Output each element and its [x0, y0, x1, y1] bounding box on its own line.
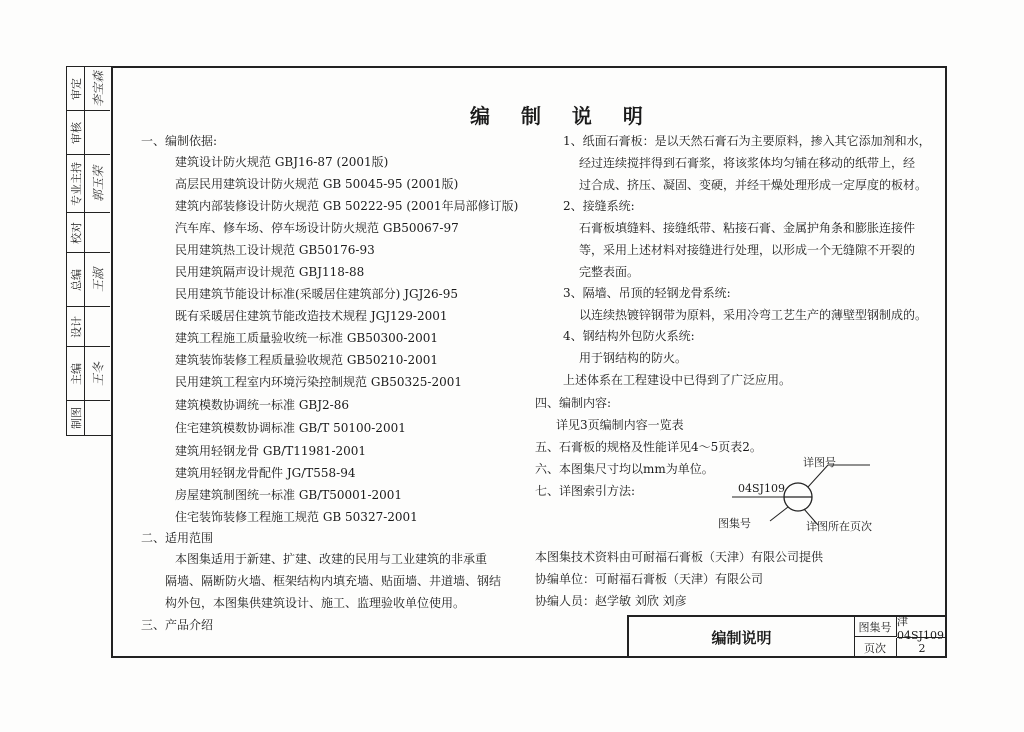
reference-item: 民用建筑热工设计规范 GB50176-93	[175, 243, 375, 257]
paragraph-line: 以连续热镀锌钢带为原料，采用冷弯工艺生产的薄壁型钢制成的。	[579, 308, 928, 322]
paragraph-line: 1、纸面石膏板：是以天然石膏石为主要原料，掺入其它添加剂和水，	[563, 134, 931, 148]
side-row	[67, 253, 110, 307]
side-role: 主编	[69, 362, 83, 385]
paragraph-line: 完整表面。	[579, 265, 640, 279]
side-row	[67, 213, 110, 253]
reference-item: 住宅装饰装修工程施工规范 GB 50327-2001	[175, 510, 418, 524]
side-signature: 王淑	[91, 267, 105, 292]
section-heading: 四、编制内容:	[535, 396, 612, 410]
section-heading: 一、编制依据:	[141, 134, 218, 148]
side-role: 校对	[69, 221, 83, 244]
side-role: 总编	[69, 268, 83, 291]
side-signature: 李宝森	[91, 70, 105, 107]
paragraph-line: 等，采用上述材料对接缝进行处理，以形成一个无缝隙不开裂的	[579, 243, 916, 257]
side-role: 审定	[69, 77, 83, 100]
paragraph-line: 详见3页编制内容一览表	[556, 418, 684, 432]
reference-item: 建筑工程施工质量验收统一标准 GB50300-2001	[175, 331, 438, 345]
side-row	[67, 67, 110, 111]
reference-item: 民用建筑隔声设计规范 GBJ118-88	[175, 265, 365, 279]
side-row	[67, 155, 110, 213]
paragraph-line: 构外包，本图集供建筑设计、施工、监理验收单位使用。	[165, 596, 466, 610]
reference-item: 建筑设计防火规范 GBJ16-87 (2001版)	[175, 155, 389, 169]
paragraph-line: 2、接缝系统:	[563, 199, 635, 213]
page-number-label: 详图所在页次	[806, 520, 872, 533]
paragraph-line: 石膏板填缝料、接缝纸带、粘接石膏、金属护角条和膨胀连接件	[579, 221, 916, 235]
title-block-name: 编制说明	[629, 617, 855, 658]
paragraph-line: 上述体系在工程建设中已得到了广泛应用。	[563, 373, 792, 387]
reference-item: 房屋建筑制图统一标准 GB/T50001-2001	[175, 488, 403, 502]
paragraph-line: 3、隔墙、吊顶的轻钢龙骨系统:	[563, 286, 731, 300]
atlas-number-label: 图集号	[718, 517, 751, 530]
provider-note: 本图集技术资料由可耐福石膏板（天津）有限公司提供	[535, 550, 824, 564]
page-title: 编 制 说 明	[470, 104, 655, 128]
paragraph-line: 本图集适用于新建、扩建、改建的民用与工业建筑的非承重	[175, 552, 488, 566]
side-role: 专业主持	[69, 161, 83, 206]
side-role: 审核	[69, 121, 83, 144]
reference-item: 建筑模数协调统一标准 GBJ2-86	[175, 398, 349, 412]
section-heading: 三、产品介绍	[141, 618, 214, 632]
atlas-no-value: 津04SJ109	[897, 617, 947, 638]
paragraph-line: 4、钢结构外包防火系统:	[563, 329, 695, 343]
section-heading: 五、石膏板的规格及性能详见4～5页表2。	[535, 440, 762, 454]
paragraph-line: 隔墙、隔断防火墙、框架结构内填充墙、贴面墙、井道墙、钢结	[165, 574, 502, 588]
reference-item: 建筑装饰装修工程质量验收规范 GB50210-2001	[175, 353, 438, 367]
reference-item: 建筑用轻钢龙骨配件 JG/T558-94	[175, 466, 356, 480]
paragraph-line: 过合成、挤压、凝固、变硬，并经干燥处理形成一定厚度的板材。	[579, 178, 928, 192]
title-block	[627, 615, 947, 658]
page-key: 页次	[854, 638, 897, 658]
reference-item: 高层民用建筑设计防火规范 GB 50045-95 (2001版)	[175, 177, 459, 191]
detail-number-label: 详图号	[803, 456, 836, 469]
paragraph-line: 经过连续搅拌得到石膏浆，将该浆体均匀铺在移动的纸带上，经	[579, 156, 916, 170]
reference-item: 建筑用轻钢龙骨 GB/T11981-2001	[175, 444, 367, 458]
reference-item: 汽车库、修车场、停车场设计防火规范 GB50067-97	[175, 221, 459, 235]
section-heading: 六、本图集尺寸均以mm为单位。	[535, 462, 714, 476]
side-signature: 郭玉荣	[91, 165, 105, 202]
reference-item: 建筑内部装修设计防火规范 GB 50222-95 (2001年局部修订版)	[175, 199, 519, 213]
section-heading: 二、适用范围	[141, 531, 214, 545]
atlas-no-key: 图集号	[854, 617, 897, 637]
reference-item: 民用建筑节能设计标准(采暖居住建筑部分) JGJ26-95	[175, 287, 458, 301]
side-role: 制图	[69, 407, 83, 429]
signature-column	[66, 66, 111, 436]
side-row	[67, 401, 110, 435]
page-value: 2	[918, 641, 926, 655]
side-row	[67, 111, 110, 155]
section-heading: 七、详图索引方法:	[535, 484, 636, 498]
atlas-number: 04SJ109	[738, 482, 785, 495]
reference-item: 民用建筑工程室内环境污染控制规范 GB50325-2001	[175, 375, 462, 389]
side-row	[67, 307, 110, 347]
side-row	[67, 347, 110, 401]
side-signature: 王冬	[91, 361, 105, 386]
side-role: 设计	[69, 315, 83, 338]
reference-item: 既有采暖居住建筑节能改造技术规程 JGJ129-2001	[175, 309, 448, 323]
co-people-note: 协编人员：赵学敏 刘欣 刘彦	[535, 594, 687, 608]
co-unit-note: 协编单位：可耐福石膏板（天津）有限公司	[535, 572, 764, 586]
paragraph-line: 用于钢结构的防火。	[579, 351, 688, 365]
reference-item: 住宅建筑模数协调标准 GB/T 50100-2001	[175, 421, 406, 435]
